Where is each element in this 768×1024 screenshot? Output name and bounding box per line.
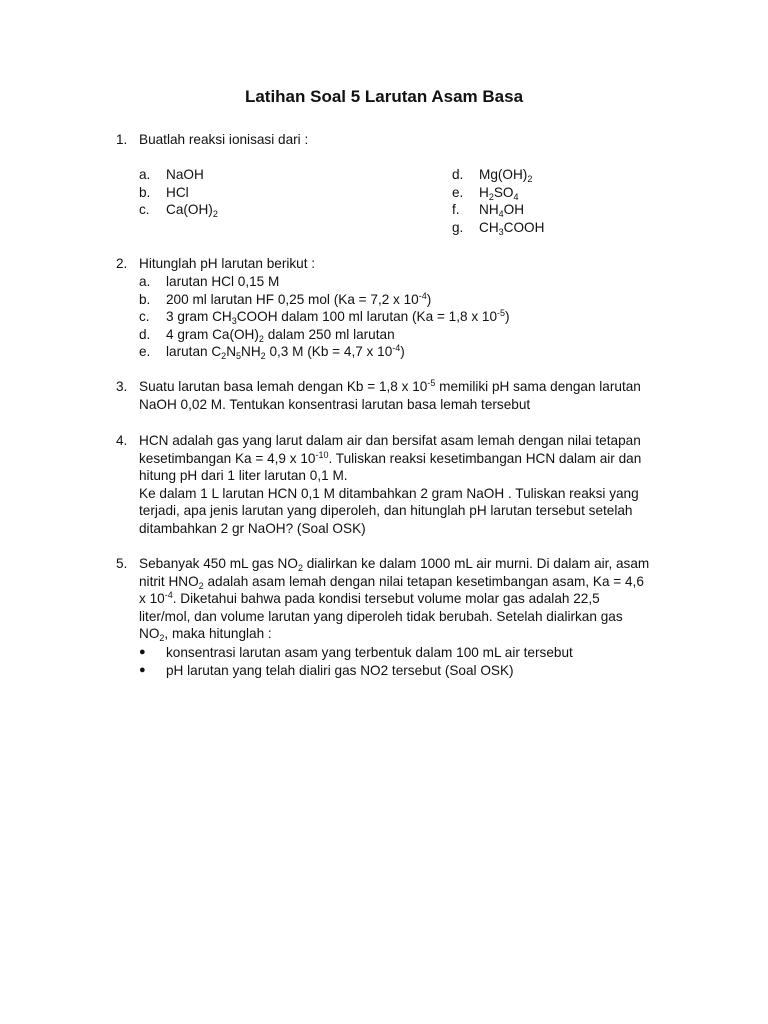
text-line: HCN adalah gas yang larut dalam air dan bersifat asam lemah dengan nilai tetapan <box>139 433 641 448</box>
bullet-item <box>139 662 599 680</box>
item-letter: g. <box>452 219 464 235</box>
item-letter: d. <box>139 326 151 342</box>
text-line: kesetimbangan Ka = 4,9 x $10^{-10}$. Tuliskan reaksi kesetimbangan HCN dalam air dan <box>139 449 642 466</box>
question-5-bullets <box>139 644 599 679</box>
item-letter: b. <box>139 184 151 200</box>
question-text: Buatlah reaksi ionisasi dari : <box>139 132 309 147</box>
list-item <box>139 343 599 361</box>
item-text: $H_2SO_4$ <box>479 184 519 202</box>
text-line: nitrit $HNO_2$ adalah asam lemah dengan nilai tetapan kesetimbangan asam, Ka = 4,6 <box>139 573 644 591</box>
item-letter: b. <box>139 291 151 307</box>
list-item <box>139 273 599 291</box>
text-line: liter/mol, dan volume larutan yang diperoleh tidak berubah. Setelah dialirkan gas <box>139 608 623 624</box>
item-text: $CH_3COOH$ <box>479 219 545 237</box>
list-item <box>139 291 599 309</box>
item-letter: a. <box>139 274 151 289</box>
bullet-text: konsentrasi larutan asam yang terbentuk dalam 100 mL air tersebut <box>166 645 573 660</box>
bullet-text: pH larutan yang telah dialiri gas NO2 tersebut (Soal OSK) <box>166 662 514 678</box>
bullet-icon: ● <box>139 663 146 676</box>
item-text: NaOH <box>166 167 204 182</box>
question-2-items <box>139 273 599 361</box>
text-line: Suatu larutan basa lemah dengan Kb = 1,8 x $10^{-5}$ memiliki pH sama dengan larutan <box>139 378 641 394</box>
question-number: 1. <box>116 132 128 147</box>
item-letter: d. <box>452 167 464 182</box>
bullet-item <box>139 644 599 662</box>
question-number: 5. <box>116 556 128 571</box>
item-text: $Mg(OH)_2$ <box>479 167 533 184</box>
text-line: hitung pH dari 1 liter larutan 0,1 M. <box>139 468 348 484</box>
question-text <box>139 555 671 643</box>
question-number: 3. <box>116 379 128 394</box>
text-line: ditambahkan 2 gr NaOH? (Soal OSK) <box>139 520 366 536</box>
text-line: Sebanyak 450 mL gas $NO_2$ dialirkan ke dalam 1000 mL air murni. Di dalam air, asam <box>139 556 650 573</box>
text-line: NaOH 0,02 M. Tentukan konsentrasi larutan basa lemah tersebut <box>139 396 531 412</box>
question-text: Hitunglah pH larutan berikut : <box>139 256 316 271</box>
bullet-icon: ● <box>139 646 146 658</box>
item-text: HCl <box>166 184 189 200</box>
item-text: larutan $C_2N_5NH_2$ 0,3 M (Kb = 4,7 x $10^{-4}$) <box>166 343 405 362</box>
question-text <box>139 432 671 538</box>
item-letter: e. <box>139 344 151 360</box>
item-letter: c. <box>139 309 150 325</box>
text-line: Ke dalam 1 L larutan HCN 0,1 M ditambahkan 2 gram NaOH . Tuliskan reaksi yang <box>139 485 639 501</box>
page-title: Latihan Soal 5 Larutan Asam Basa <box>244 87 524 106</box>
text-line: $NO_2$, maka hitunglah : <box>139 626 272 644</box>
item-text: 200 ml larutan HF 0,25 mol (Ka = 7,2 x $10^{-4}$) <box>166 290 432 307</box>
item-letter: c. <box>139 202 150 218</box>
item-letter: a. <box>139 167 151 182</box>
item-letter: e. <box>452 184 464 200</box>
item-text: 3 gram $CH_3COOH$ dalam 100 ml larutan (Ka = 1,8 x $10^{-5}$) <box>166 308 510 327</box>
item-letter: f. <box>452 202 460 218</box>
question-text <box>139 378 671 413</box>
list-item <box>139 308 599 326</box>
item-text: larutan HCl 0,15 M <box>166 274 280 289</box>
item-text: $NH_4OH$ <box>479 202 525 220</box>
question-number: 4. <box>116 433 128 448</box>
question-number: 2. <box>116 256 128 271</box>
item-text: $Ca(OH)_2$ <box>166 202 218 220</box>
text-line: x $10^{-4}$. Diketahui bahwa pada kondisi tersebut volume molar gas adalah 22,5 <box>139 590 600 607</box>
list-item <box>139 326 599 344</box>
text-line: terjadi, apa jenis larutan yang diperoleh, dan hitunglah pH larutan tersebut setelah <box>139 503 633 519</box>
item-text: 4 gram $Ca(OH)_2$ dalam 250 ml larutan <box>166 326 395 344</box>
